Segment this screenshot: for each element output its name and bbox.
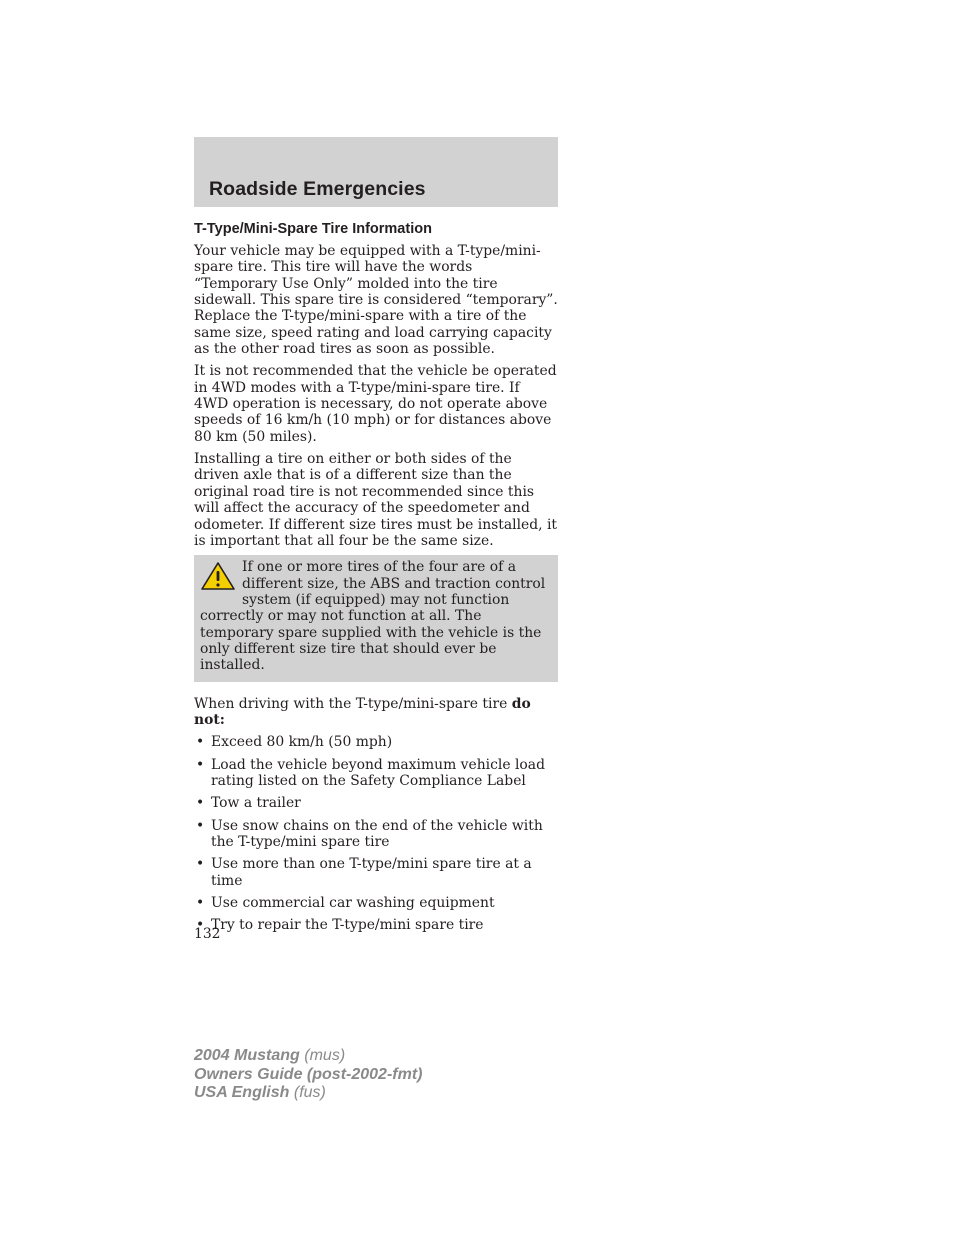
list-item: • Exceed 80 km/h (50 mph) bbox=[194, 734, 558, 750]
document-footer bbox=[194, 1047, 422, 1103]
driving-instruction-text: When driving with the T-type/mini-spare tire bbox=[194, 695, 512, 712]
footer-model: 2004 Mustang bbox=[194, 1047, 300, 1064]
driving-instruction-emphasis: do not: bbox=[194, 695, 531, 728]
footer-model-code: (mus) bbox=[299, 1047, 346, 1064]
footer-line-3 bbox=[194, 1084, 422, 1103]
do-not-list bbox=[194, 734, 558, 933]
list-item: • Tow a trailer bbox=[194, 795, 558, 811]
footer-guide: Owners Guide (post-2002-fmt) bbox=[194, 1065, 423, 1083]
warning-box bbox=[194, 555, 558, 681]
list-item: • Try to repair the T-type/mini spare tire bbox=[194, 917, 558, 933]
main-content bbox=[194, 219, 558, 940]
footer-line-2 bbox=[194, 1066, 422, 1085]
list-item: • Use snow chains on the end of the vehicle with the T-type/mini spare tire bbox=[194, 818, 558, 851]
page-number: 132 bbox=[194, 926, 221, 942]
page-title: Roadside Emergencies bbox=[209, 178, 426, 200]
list-item: • Use more than one T-type/mini spare tire at a time bbox=[194, 856, 558, 889]
section-header-band bbox=[194, 137, 558, 207]
paragraph-2: It is not recommended that the vehicle be operated in 4WD modes with a T-type/mini-spare tire. If 4WD operation is necessary, do not operate above speeds of 16 km/h (10 mph) or for distances above 80 km (50 miles). bbox=[194, 363, 557, 445]
paragraph-1: Your vehicle may be equipped with a T-type/mini-spare tire. This tire will have the words “Temporary Use Only” molded into the tire sidewall. This spare tire is considered “temporary”. Replace the T-type/mini-spare with a tire of the same size, speed rating and load carrying capacity as the other road tires as soon as possible. bbox=[194, 243, 558, 358]
warning-triangle-icon bbox=[200, 561, 236, 593]
list-item: • Use commercial car washing equipment bbox=[194, 895, 558, 911]
warning-text: If one or more tires of the four are of a different size, the ABS and traction control system (if equipped) may not function correctly or may not function at all. The temporary spare supplied with the vehicle is the only different size tire that should ever be installed. bbox=[200, 559, 546, 674]
driving-instruction bbox=[194, 696, 558, 729]
footer-language: USA English bbox=[194, 1084, 290, 1102]
subsection-title: T-Type/Mini-Spare Tire Information bbox=[194, 221, 432, 237]
footer-language-code: (fus) bbox=[289, 1084, 326, 1102]
list-item: • Load the vehicle beyond maximum vehicle load rating listed on the Safety Compliance Label bbox=[194, 757, 558, 790]
paragraph-3: Installing a tire on either or both sides of the driven axle that is of a different size than the original road tire is not recommended since this will affect the accuracy of the speedometer and odometer. If different size tires must be installed, it is important that all four be the same size. bbox=[194, 451, 557, 549]
footer-line-1 bbox=[194, 1047, 422, 1066]
